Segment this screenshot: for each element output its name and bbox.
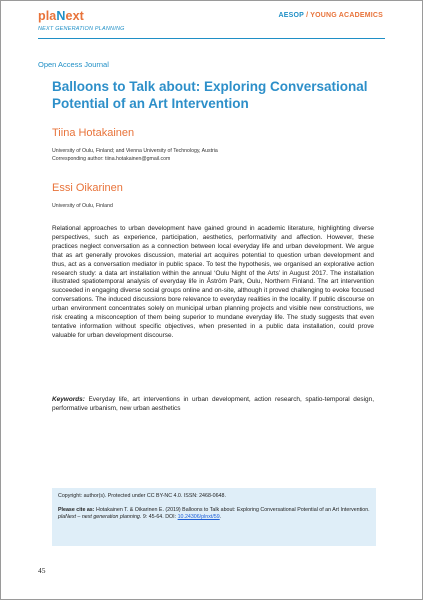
copyright-notice: Copyright: author(s). Protected under CC BY-NC 4.0. ISSN: 2468-0648.	[58, 493, 226, 499]
page-number: 45	[38, 566, 46, 575]
corresponding-author[interactable]: Corresponding author: tiina.hotakainen@gmail.com	[52, 156, 171, 162]
cite-label: Please cite as:	[58, 507, 95, 513]
author-name: Essi Oikarinen	[52, 182, 123, 194]
journal-section-label	[279, 12, 383, 19]
citation-box	[52, 488, 376, 546]
cite-body: Hotakainen T. & Oikarinen E. (2019) Balloons to Talk about: Exploring Conversational Potential of an Art Intervention.	[96, 507, 370, 513]
logo-pla: pla	[38, 9, 57, 23]
doi-link[interactable]: 10.24306/plnxt/59	[177, 514, 220, 521]
cite-end: .	[219, 514, 222, 521]
affiliation-text: University of Oulu, Finland	[52, 203, 113, 209]
cite-rest: . 9: 45-64. DOI:	[139, 514, 177, 521]
citation-text	[58, 507, 370, 522]
article-title: Balloons to Talk about: Exploring Conversational Potential of an Art Intervention	[52, 79, 368, 111]
logo-n: N	[56, 9, 66, 23]
author-affiliation	[52, 147, 218, 163]
logo-ext: ext	[65, 9, 84, 23]
open-access-label: Open Access Journal	[38, 60, 109, 69]
header-divider	[38, 38, 385, 39]
author-name: Tiina Hotakainen	[52, 127, 135, 139]
cite-journal: plaNext – next generation planning	[58, 514, 140, 521]
keywords-label: Keywords:	[52, 396, 85, 403]
journal-section: YOUNG ACADEMICS	[310, 12, 383, 19]
affiliation-text: University of Oulu, Finland; and Vienna University of Technology, Austria	[52, 148, 218, 154]
journal-org: AESOP	[278, 12, 304, 19]
keywords-text: Everyday life, art interventions in urban development, action research, spatio-temporal design, performative urbanism, new urban aesthetics	[52, 396, 374, 412]
separator: /	[306, 12, 309, 19]
author-affiliation	[52, 202, 113, 210]
journal-tagline: NEXT GENERATION PLANNING	[38, 26, 125, 32]
abstract: Relational approaches to urban development have gained ground in academic literature, highlighting diverse perspectives, such as experience, participation, aesthetics, performativity and affection. However, these practices neglect conversation as a connection between local everyday life and urban development. We argue that as art generally provokes discussion, material art acquires potential to question urban development and thus, act as a conversation mediator in public space. To test the hypothesis, we organised an explorative action research study: a data art installation within the annual ‘Oulu Night of the Arts’ in August 2017. The installation illustrated spatiotemporal analysis of everyday life in Åström Park, Oulu, Northern Finland. The art intervention succeeded in engaging diverse social groups online and on-site, although it proved challenging to evoke focused conversations. The induced discussions bore relevance to everyday realities in the locality. If public discourse on urban environment concentrates solely on municipal urban planning projects and visible new constructions, we risk creating a misconception of them being superior to mundane everyday life. The study suggests that even tentative information without specific objectives, when presented in a public data installation, could prove valuable for urban development discourse.	[52, 225, 374, 339]
keywords	[52, 396, 374, 414]
journal-logo[interactable]	[38, 9, 84, 23]
